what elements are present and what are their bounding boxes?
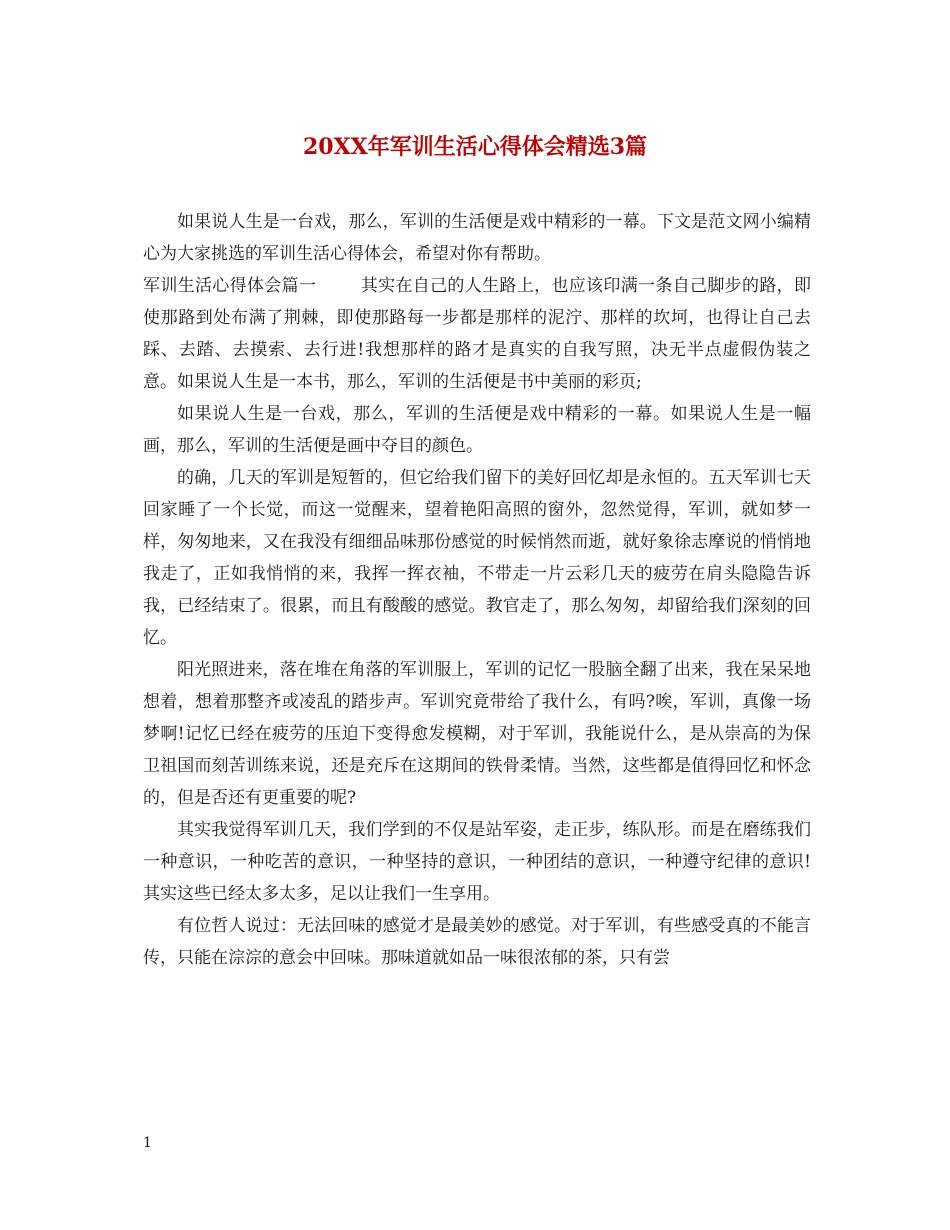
paragraph-part-one bbox=[143, 270, 811, 398]
section-text: 其实在自己的人生路上，也应该印满一条自己脚步的路，即使那路到处布满了荆棘，即使那路每一步都是那样的泥泞、那样的坎坷，也得让自己去踩、去踏、去摸索、去行进!我想那样的路才是真实的自我写照，决无半点虚假伪装之意。如果说人生是一本书，那么，军训的生活便是书中美丽的彩页; bbox=[143, 276, 811, 392]
document-title: 20XX年军训生活心得体会精选3篇 bbox=[302, 134, 648, 160]
paragraph-sunlight: 阳光照进来，落在堆在角落的军训服上，军训的记忆一股脑全翻了出来，我在呆呆地想着，想着那整齐或凌乱的踏步声。军训究竟带给了我什么，有吗?唉，军训，真像一场梦啊!记忆已经在疲劳的压迫下变得愈发模糊，对于军训，我能说什么，是从崇高的为保卫祖国而刻苦训练来说，还是充斥在这期间的铁骨柔情。当然，这些都是值得回忆和怀念的，但是否还有更重要的呢? bbox=[143, 660, 811, 808]
paragraph-philosopher: 有位哲人说过：无法回味的感觉才是最美妙的感觉。对于军训，有些感受真的不能言传，只能在淙淙的意会中回味。那味道就如品一味很浓郁的茶，只有尝 bbox=[143, 916, 811, 968]
paragraph-intro: 如果说人生是一台戏，那么，军训的生活便是戏中精彩的一幕。下文是范文网小编精心为大家挑选的军训生活心得体会，希望对你有帮助。 bbox=[143, 212, 811, 264]
page-number: 1 bbox=[143, 1135, 152, 1151]
section-heading: 军训生活心得体会篇一 bbox=[143, 276, 317, 296]
paragraph-life-play: 如果说人生是一台戏，那么，军训的生活便是戏中精彩的一幕。如果说人生是一幅画，那么，军训的生活便是画中夺目的颜色。 bbox=[143, 404, 811, 456]
paragraph-memory: 的确，几天的军训是短暂的，但它给我们留下的美好回忆却是永恒的。五天军训七天回家睡了一个长觉，而这一觉醒来，望着艳阳高照的窗外，忽然觉得，军训，就如梦一样，匆匆地来，又在我没有细细品味那份感觉的时候悄然而逝，就好象徐志摩说的悄悄地我走了，正如我悄悄的来，我挥一挥衣袖，不带走一片云彩几天的疲劳在肩头隐隐告诉我，已经结束了。很累，而且有酸酸的感觉。教官走了，那么匆匆，却留给我们深刻的回忆。 bbox=[143, 468, 811, 648]
paragraph-awareness: 其实我觉得军训几天，我们学到的不仅是站军姿，走正步，练队形。而是在磨练我们一种意识，一种吃苦的意识，一种坚持的意识，一种团结的意识，一种遵守纪律的意识!其实这些已经太多太多，足以让我们一生享用。 bbox=[143, 820, 811, 904]
document-body bbox=[143, 206, 811, 974]
